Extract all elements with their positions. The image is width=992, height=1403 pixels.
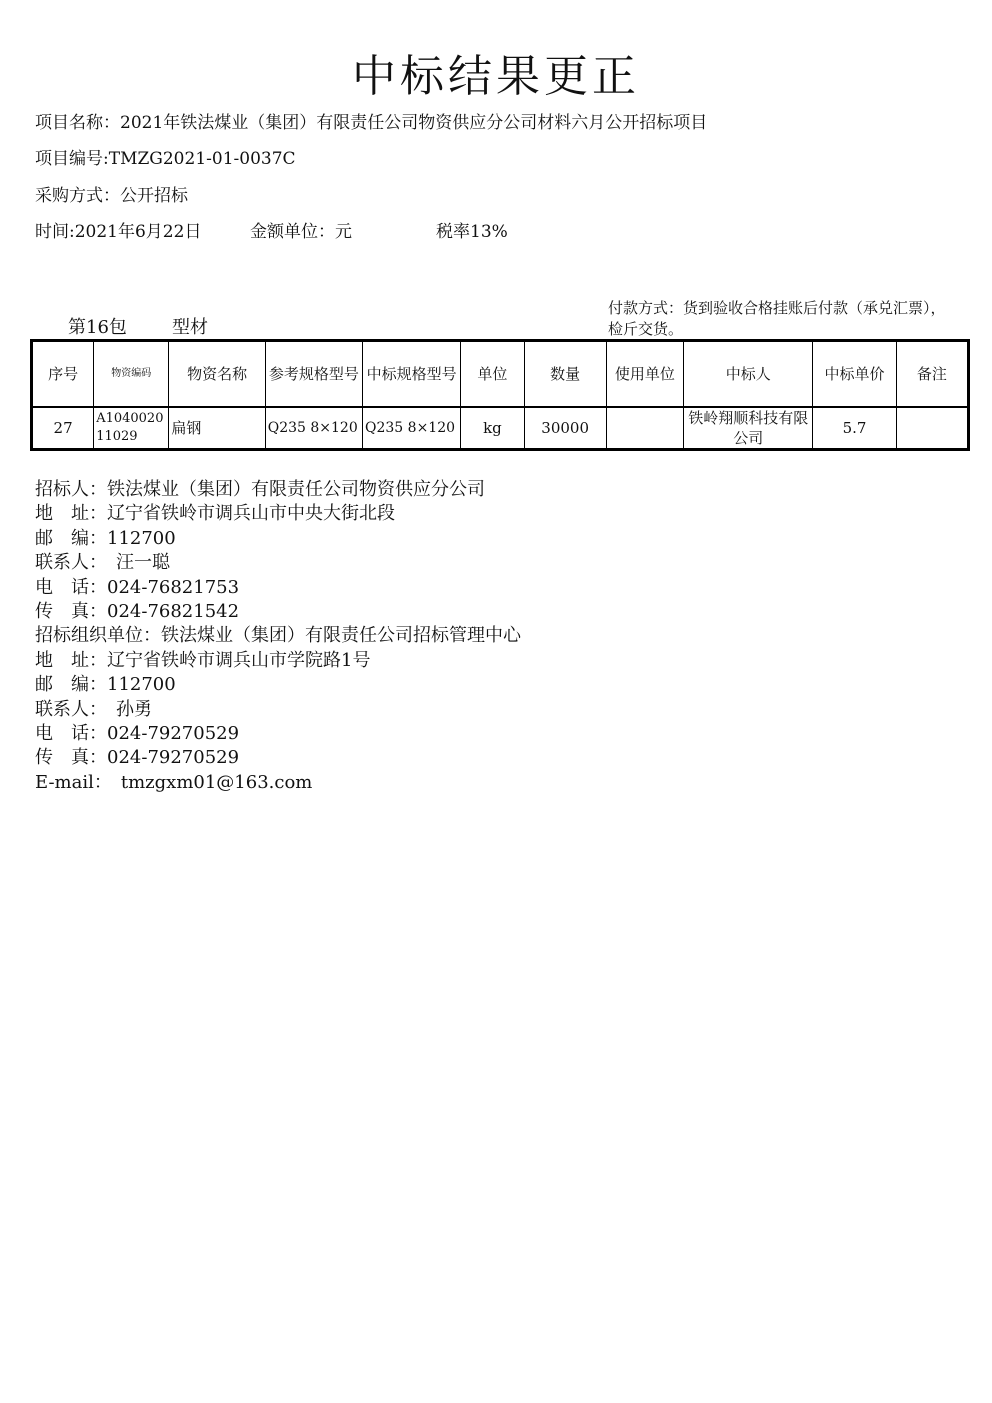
cell-winner: 铁岭翔顺科技有限公司 [684,407,813,450]
agency-line: 招标组织单位：铁法煤业（集团）有限责任公司招标管理中心 [35,625,521,647]
header-material-name: 物资名称 [169,341,265,407]
header-unit-price: 中标单价 [813,341,896,407]
project-code: 项目编号:TMZG2021-01-0037C [35,149,296,169]
header-remarks: 备注 [896,341,968,407]
header-index: 序号 [32,341,94,407]
cell-unit-price: 5.7 [813,407,896,450]
header-material-code: 物资编码 [94,341,169,407]
tenderer-fax-line: 传 真：024-76821542 [35,600,240,622]
project-name: 项目名称：2021年铁法煤业（集团）有限责任公司物资供应分公司材料六月公开招标项目 [35,113,708,133]
amount-unit: 金额单位：元 [250,222,352,242]
cell-award-spec: Q235 8×120 [363,407,461,450]
header-award-spec: 中标规格型号 [363,341,461,407]
cell-index: 27 [32,407,94,450]
purchase-method: 采购方式：公开招标 [35,186,188,206]
agency-fax-line: 传 真：024-79270529 [35,747,240,769]
tenderer-address-line: 地 址：辽宁省铁岭市调兵山市中央大街北段 [35,503,395,525]
cell-reference-spec: Q235 8×120 [265,407,362,450]
cell-remarks [896,407,968,450]
tenderer-contact-line: 联系人： 汪一聪 [35,552,170,574]
cell-material-name: 扁钢 [169,407,265,450]
award-table [30,339,970,451]
agency-postcode-line: 邮 编：112700 [35,674,176,696]
page-title: 中标结果更正 [352,51,640,102]
header-user-unit: 使用单位 [606,341,683,407]
agency-address-line: 地 址：辽宁省铁岭市调兵山市学院路1号 [35,649,371,671]
package-number: 第16包 [68,317,127,338]
header-reference-spec: 参考规格型号 [265,341,362,407]
cell-quantity: 30000 [524,407,606,450]
tenderer-phone-line: 电 话：024-76821753 [35,576,240,598]
cell-material-code: A104002011029 [94,407,169,450]
tenderer-postcode-line: 邮 编：112700 [35,527,176,549]
cell-user-unit [606,407,683,450]
tenderer-line: 招标人：铁法煤业（集团）有限责任公司物资供应分公司 [35,479,485,500]
header-quantity: 数量 [524,341,606,407]
tender-time: 时间:2021年6月22日 [35,222,202,242]
contact-block [35,478,521,795]
table-row [32,407,969,450]
payment-terms: 付款方式：货到验收合格挂账后付款（承兑汇票），检斤交货。 [608,299,946,338]
cell-unit: kg [461,407,524,450]
tax-rate: 税率13% [436,222,508,242]
header-unit: 单位 [461,341,524,407]
agency-contact-line: 联系人： 孙勇 [35,698,152,720]
header-winner: 中标人 [684,341,813,407]
package-category: 型材 [172,317,208,338]
email-line[interactable]: E-mail： tmzgxm01@163.com [35,771,313,793]
table-header-row [32,341,969,407]
agency-phone-line: 电 话：024-79270529 [35,722,240,744]
